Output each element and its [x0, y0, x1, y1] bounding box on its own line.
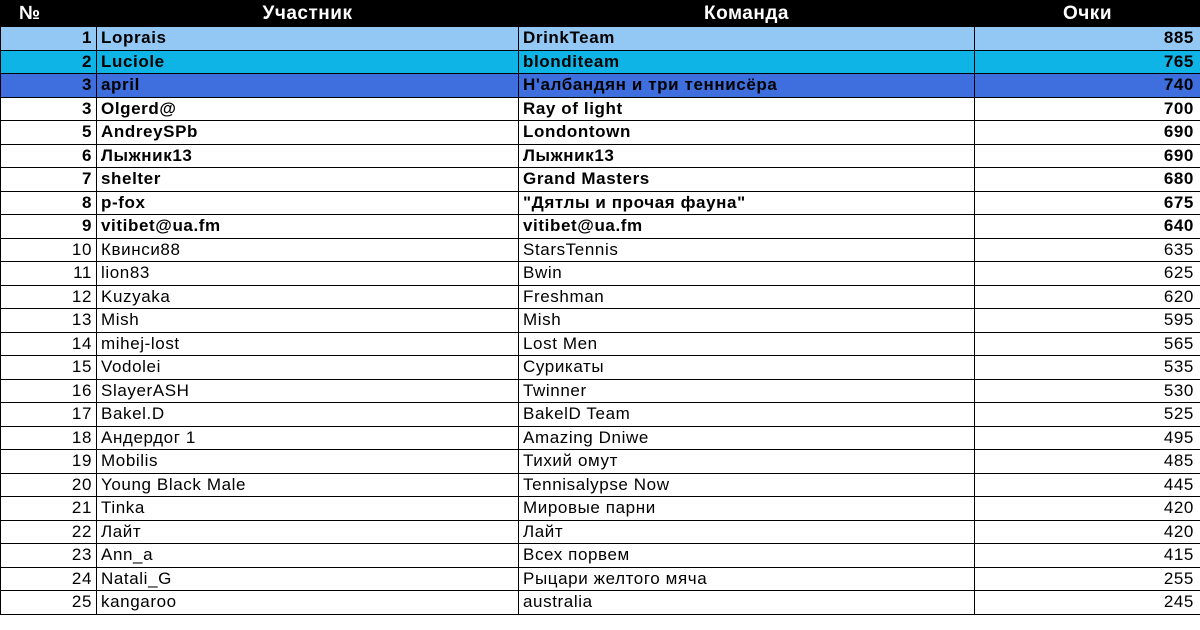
points-cell: 420: [975, 497, 1200, 521]
rank-cell: 17: [1, 403, 97, 427]
rank-cell: 14: [1, 332, 97, 356]
points-cell: 535: [975, 356, 1200, 380]
table-row: [1, 191, 1200, 215]
player-cell: lion83: [97, 262, 519, 286]
points-cell: 495: [975, 426, 1200, 450]
points-cell: 420: [975, 520, 1200, 544]
header-team: Команда: [519, 1, 975, 27]
rank-cell: 6: [1, 144, 97, 168]
rank-cell: 3: [1, 97, 97, 121]
team-cell: Tennisalypse Now: [519, 473, 975, 497]
rank-cell: 21: [1, 497, 97, 521]
player-cell: p-fox: [97, 191, 519, 215]
player-cell: Mobilis: [97, 450, 519, 474]
rank-cell: 20: [1, 473, 97, 497]
points-cell: 625: [975, 262, 1200, 286]
table-row: [1, 567, 1200, 591]
rank-cell: 9: [1, 215, 97, 239]
points-cell: 740: [975, 74, 1200, 98]
table-row: [1, 544, 1200, 568]
player-cell: Ann_a: [97, 544, 519, 568]
team-cell: StarsTennis: [519, 238, 975, 262]
player-cell: Kuzyaka: [97, 285, 519, 309]
table-body: [1, 27, 1200, 615]
rank-cell: 23: [1, 544, 97, 568]
player-cell: Loprais: [97, 27, 519, 51]
team-cell: vitibet@ua.fm: [519, 215, 975, 239]
team-cell: australia: [519, 591, 975, 615]
team-cell: Сурикаты: [519, 356, 975, 380]
player-cell: Young Black Male: [97, 473, 519, 497]
rank-cell: 13: [1, 309, 97, 333]
points-cell: 640: [975, 215, 1200, 239]
rank-cell: 7: [1, 168, 97, 192]
player-cell: Tinka: [97, 497, 519, 521]
points-cell: 530: [975, 379, 1200, 403]
points-cell: 595: [975, 309, 1200, 333]
table-row: [1, 356, 1200, 380]
points-cell: 415: [975, 544, 1200, 568]
player-cell: Olgerd@: [97, 97, 519, 121]
team-cell: Bwin: [519, 262, 975, 286]
points-cell: 765: [975, 50, 1200, 74]
table-row: [1, 121, 1200, 145]
rank-cell: 15: [1, 356, 97, 380]
team-cell: Лайт: [519, 520, 975, 544]
team-cell: blonditeam: [519, 50, 975, 74]
table-row: [1, 309, 1200, 333]
header-points: Очки: [975, 1, 1200, 27]
points-cell: 525: [975, 403, 1200, 427]
team-cell: Londontown: [519, 121, 975, 145]
table-row: [1, 426, 1200, 450]
player-cell: AndreySPb: [97, 121, 519, 145]
rank-cell: 16: [1, 379, 97, 403]
player-cell: Natali_G: [97, 567, 519, 591]
player-cell: Mish: [97, 309, 519, 333]
table-row: [1, 74, 1200, 98]
player-cell: shelter: [97, 168, 519, 192]
team-cell: Amazing Dniwe: [519, 426, 975, 450]
points-cell: 485: [975, 450, 1200, 474]
player-cell: Андердог 1: [97, 426, 519, 450]
team-cell: Mish: [519, 309, 975, 333]
team-cell: Н'албандян и три теннисёра: [519, 74, 975, 98]
rank-cell: 18: [1, 426, 97, 450]
header-player: Участник: [97, 1, 519, 27]
team-cell: BakelD Team: [519, 403, 975, 427]
rank-cell: 11: [1, 262, 97, 286]
rank-cell: 5: [1, 121, 97, 145]
table-row: [1, 379, 1200, 403]
player-cell: kangaroo: [97, 591, 519, 615]
team-cell: Мировые парни: [519, 497, 975, 521]
points-cell: 445: [975, 473, 1200, 497]
points-cell: 565: [975, 332, 1200, 356]
table-row: [1, 497, 1200, 521]
rank-cell: 25: [1, 591, 97, 615]
table-row: [1, 262, 1200, 286]
team-cell: DrinkTeam: [519, 27, 975, 51]
points-cell: 255: [975, 567, 1200, 591]
rank-cell: 19: [1, 450, 97, 474]
table-header: [1, 1, 1200, 27]
points-cell: 675: [975, 191, 1200, 215]
rank-cell: 10: [1, 238, 97, 262]
player-cell: mihej-lost: [97, 332, 519, 356]
table-row: [1, 591, 1200, 615]
player-cell: Лайт: [97, 520, 519, 544]
header-num: №: [1, 1, 97, 27]
player-cell: SlayerASH: [97, 379, 519, 403]
table-row: [1, 450, 1200, 474]
rank-cell: 12: [1, 285, 97, 309]
team-cell: Ray of light: [519, 97, 975, 121]
rank-cell: 1: [1, 27, 97, 51]
team-cell: Lost Men: [519, 332, 975, 356]
points-cell: 700: [975, 97, 1200, 121]
points-cell: 690: [975, 144, 1200, 168]
points-cell: 245: [975, 591, 1200, 615]
team-cell: "Дятлы и прочая фауна": [519, 191, 975, 215]
rank-cell: 2: [1, 50, 97, 74]
player-cell: Bakel.D: [97, 403, 519, 427]
table-row: [1, 473, 1200, 497]
team-cell: Тихий омут: [519, 450, 975, 474]
table-row: [1, 97, 1200, 121]
rank-cell: 22: [1, 520, 97, 544]
rank-cell: 3: [1, 74, 97, 98]
team-cell: Freshman: [519, 285, 975, 309]
table-row: [1, 27, 1200, 51]
points-cell: 690: [975, 121, 1200, 145]
table-row: [1, 332, 1200, 356]
table-row: [1, 520, 1200, 544]
rank-cell: 8: [1, 191, 97, 215]
team-cell: Grand Masters: [519, 168, 975, 192]
rank-cell: 24: [1, 567, 97, 591]
points-cell: 680: [975, 168, 1200, 192]
table-row: [1, 144, 1200, 168]
team-cell: Лыжник13: [519, 144, 975, 168]
table-row: [1, 215, 1200, 239]
player-cell: Luciole: [97, 50, 519, 74]
table-row: [1, 238, 1200, 262]
player-cell: Vodolei: [97, 356, 519, 380]
player-cell: Квинси88: [97, 238, 519, 262]
table-row: [1, 285, 1200, 309]
team-cell: Twinner: [519, 379, 975, 403]
player-cell: Лыжник13: [97, 144, 519, 168]
player-cell: april: [97, 74, 519, 98]
team-cell: Рыцари желтого мяча: [519, 567, 975, 591]
header-row: [1, 1, 1200, 27]
points-cell: 885: [975, 27, 1200, 51]
points-cell: 620: [975, 285, 1200, 309]
team-cell: Всех порвем: [519, 544, 975, 568]
points-cell: 635: [975, 238, 1200, 262]
table-row: [1, 403, 1200, 427]
table-row: [1, 50, 1200, 74]
player-cell: vitibet@ua.fm: [97, 215, 519, 239]
table-row: [1, 168, 1200, 192]
